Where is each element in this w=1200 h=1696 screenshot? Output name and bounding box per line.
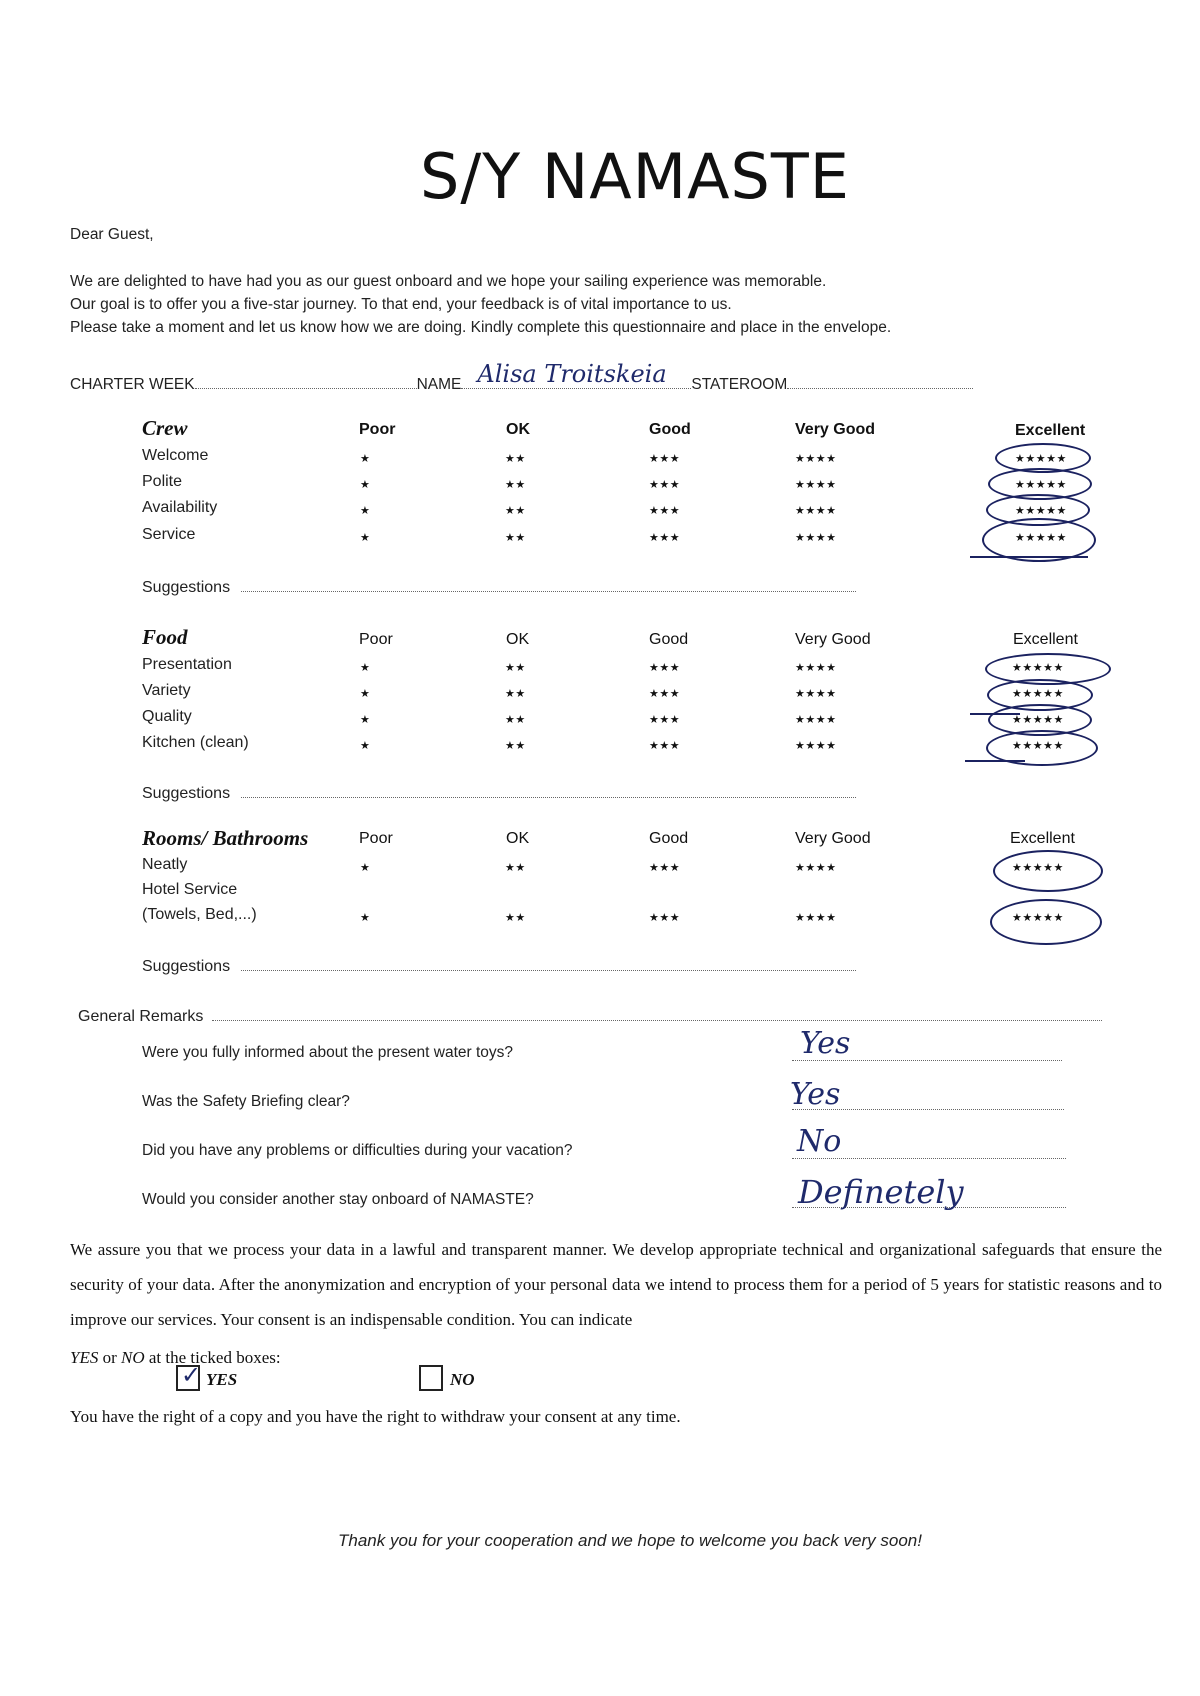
hand-stroke [970,713,1020,715]
col-excellent: Excellent [1015,422,1086,439]
consent-no-checkbox[interactable] [419,1365,443,1391]
question-safety-briefing: Was the Safety Briefing clear? [142,1093,350,1110]
rating-2-star[interactable]: ★★ [505,479,526,491]
rating-3-star[interactable]: ★★★ [649,688,681,700]
rating-5-star-selected[interactable]: ★★★★★ [1012,714,1064,726]
rating-3-star[interactable]: ★★★ [649,453,681,465]
crew-suggestions-field[interactable] [241,575,856,592]
food-suggestions-field[interactable] [241,781,856,798]
thank-you-note: Thank you for your cooperation and we hope to welcome you back very soon! [337,1531,922,1550]
rating-2-star[interactable]: ★★ [505,714,526,726]
row-label-welcome: Welcome [142,447,209,464]
instruction-rest: at the ticked boxes: [144,1348,281,1367]
or-word: or [98,1348,122,1367]
rating-4-star[interactable]: ★★★★ [795,662,837,674]
general-remarks [78,1004,1102,1026]
suggestions-label: Suggestions [142,579,231,596]
rating-2-star[interactable]: ★★ [505,912,526,924]
answer-safety-briefing: Yes [790,1077,841,1112]
row-label-variety: Variety [142,682,191,699]
col-very-good: Very Good [795,830,871,847]
rating-2-star[interactable]: ★★ [505,740,526,752]
col-ok: OK [506,830,530,847]
stateroom-label: STATEROOM [691,376,788,393]
general-remarks-label: General Remarks [78,1008,204,1025]
row-label-hotel-service-detail: (Towels, Bed,...) [142,906,257,923]
rating-1-star[interactable]: ★ [360,662,371,674]
rating-3-star[interactable]: ★★★ [649,912,681,924]
check-mark-icon: ✓ [181,1361,202,1389]
rating-1-star[interactable]: ★ [360,714,371,726]
rating-1-star[interactable]: ★ [360,912,371,924]
rating-5-star-selected[interactable]: ★★★★★ [1012,862,1064,874]
intro-line: We are delighted to have had you as our guest onboard and we hope your sailing experience was memorable. [70,273,827,290]
col-excellent: Excellent [1013,631,1078,648]
suggestions-label: Suggestions [142,958,231,975]
answer-problems: No [797,1124,842,1159]
rating-5-star-selected[interactable]: ★★★★★ [1012,662,1064,674]
rating-1-star[interactable]: ★ [360,740,371,752]
rating-3-star[interactable]: ★★★ [649,505,681,517]
rating-2-star[interactable]: ★★ [505,662,526,674]
rating-5-star-selected[interactable]: ★★★★★ [1015,532,1067,544]
row-label-kitchen: Kitchen (clean) [142,734,249,751]
col-very-good: Very Good [795,421,876,438]
rating-4-star[interactable]: ★★★★ [795,912,837,924]
rating-1-star[interactable]: ★ [360,505,371,517]
rating-1-star[interactable]: ★ [360,532,371,544]
row-label-service: Service [142,526,196,543]
hand-stroke [970,556,1088,558]
consent-paragraph: We assure you that we process your data in a lawful and transparent manner. We develop appropriate technical and organizational safeguards that ensure the security of your data. After the anonymization and encryption of your personal data we intend to process them for a period of 5 years for statistic reasons and to improve our services. Your consent is an indispensable condition. You can indicate [70,1240,1162,1329]
rating-5-star-selected[interactable]: ★★★★★ [1015,479,1067,491]
name-field[interactable] [461,360,691,389]
rating-1-star[interactable]: ★ [360,453,371,465]
name-label: NAME [416,376,462,393]
rating-1-star[interactable]: ★ [360,862,371,874]
guest-info-row [70,360,990,394]
rating-4-star[interactable]: ★★★★ [795,453,837,465]
suggestions-label: Suggestions [142,785,231,802]
row-label-polite: Polite [142,473,183,490]
hand-circle-mark [990,899,1102,945]
rating-5-star-selected[interactable]: ★★★★★ [1012,912,1064,924]
rating-4-star[interactable]: ★★★★ [795,479,837,491]
rating-4-star[interactable]: ★★★★ [795,862,837,874]
rating-3-star[interactable]: ★★★ [649,479,681,491]
rating-2-star[interactable]: ★★ [505,688,526,700]
section-title-rooms: Rooms/ Bathrooms [142,826,309,850]
col-poor: Poor [359,631,393,648]
document-title: S/Y NAMASTE [420,140,850,213]
consent-no-label: NO [450,1370,475,1389]
col-good: Good [649,421,691,438]
intro-line: Please take a moment and let us know how we are doing. Kindly complete this questionnaire and place in the envelope. [70,319,892,336]
question-water-toys: Were you fully informed about the present water toys? [142,1044,514,1061]
stateroom-field[interactable] [787,372,973,389]
row-label-neatly: Neatly [142,856,188,873]
rating-4-star[interactable]: ★★★★ [795,714,837,726]
answer-another-stay: Definetely [798,1173,964,1211]
intro-text [70,270,891,339]
row-label-presentation: Presentation [142,656,232,673]
no-word: NO [121,1348,145,1367]
general-remarks-field[interactable] [212,1004,1102,1021]
yes-word: YES [70,1348,99,1367]
intro-line: Our goal is to offer you a five-star journey. To that end, your feedback is of vital importance to us. [70,296,732,313]
hand-circle-mark [993,850,1103,892]
row-label-hotel-service: Hotel Service [142,881,238,898]
rating-1-star[interactable]: ★ [360,688,371,700]
rating-3-star[interactable]: ★★★ [649,740,681,752]
col-ok: OK [506,421,530,438]
col-very-good: Very Good [795,631,871,648]
rating-5-star-selected[interactable]: ★★★★★ [1015,453,1067,465]
col-poor: Poor [359,830,393,847]
col-good: Good [649,631,689,648]
row-label-availability: Availability [142,499,218,516]
food-suggestions [142,781,856,803]
name-value: Alisa Troitskeia [477,360,667,388]
rating-4-star[interactable]: ★★★★ [795,505,837,517]
rating-4-star[interactable]: ★★★★ [795,532,837,544]
rating-5-star-selected[interactable]: ★★★★★ [1015,505,1067,517]
rating-3-star[interactable]: ★★★ [649,714,681,726]
rating-2-star[interactable]: ★★ [505,453,526,465]
question-another-stay: Would you consider another stay onboard of NAMASTE? [142,1191,534,1208]
rooms-suggestions [142,954,856,976]
greeting: Dear Guest, [70,226,154,243]
rating-5-star-selected[interactable]: ★★★★★ [1012,740,1064,752]
col-poor: Poor [359,421,396,438]
hand-stroke [965,760,1025,762]
consent-rights: You have the right of a copy and you have the right to withdraw your consent at any time. [70,1407,681,1426]
consent-yes-label: YES [206,1370,238,1389]
charter-week-label: CHARTER WEEK [70,376,195,393]
answer-water-toys: Yes [800,1026,851,1061]
rating-4-star[interactable]: ★★★★ [795,740,837,752]
rating-3-star[interactable]: ★★★ [649,862,681,874]
col-good: Good [649,830,689,847]
row-label-quality: Quality [142,708,192,725]
rooms-suggestions-field[interactable] [241,954,856,971]
charter-week-field[interactable] [195,372,417,389]
rating-4-star[interactable]: ★★★★ [795,688,837,700]
rating-2-star[interactable]: ★★ [505,505,526,517]
question-problems: Did you have any problems or difficulties during your vacation? [142,1142,573,1159]
section-title-food: Food [142,625,188,649]
crew-suggestions [142,575,856,597]
rating-3-star[interactable]: ★★★ [649,662,681,674]
rating-2-star[interactable]: ★★ [505,862,526,874]
consent-yes-checkbox[interactable] [176,1361,202,1391]
rating-1-star[interactable]: ★ [360,479,371,491]
section-title-crew: Crew [142,416,188,440]
rating-3-star[interactable]: ★★★ [649,532,681,544]
rating-5-star-selected[interactable]: ★★★★★ [1012,688,1064,700]
col-ok: OK [506,631,530,648]
rating-2-star[interactable]: ★★ [505,532,526,544]
col-excellent: Excellent [1010,830,1075,847]
